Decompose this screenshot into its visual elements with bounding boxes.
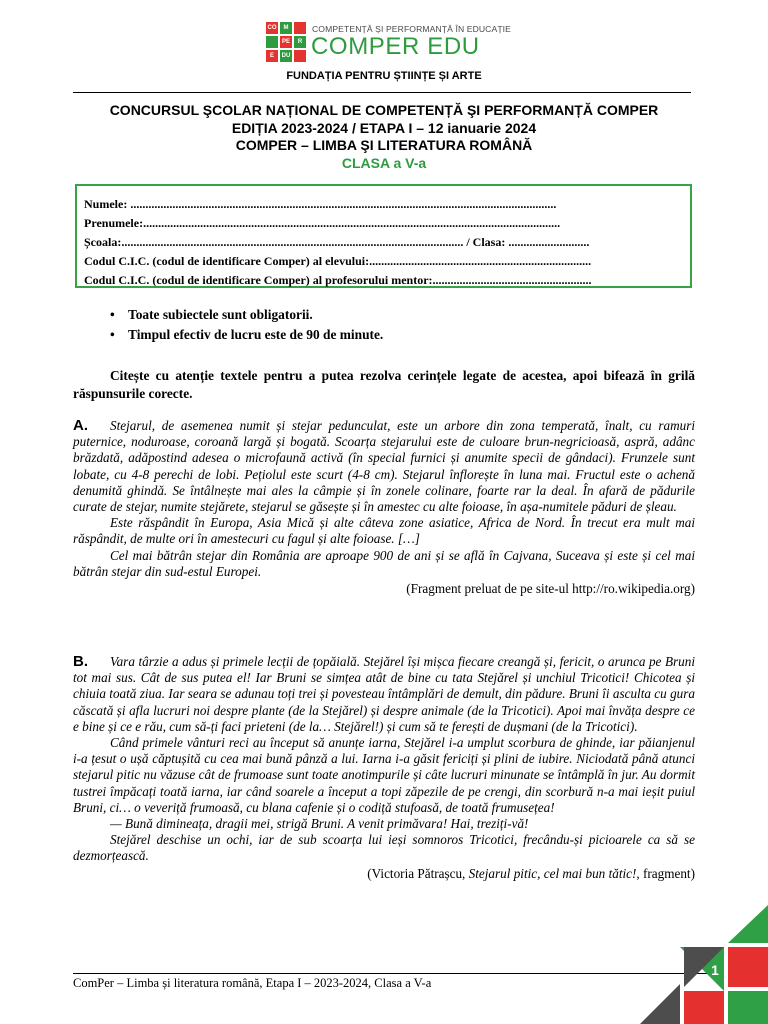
logo-tile [294,22,306,34]
logo-tile: CO [266,22,278,34]
logo-tile: E [266,50,278,62]
exam-title-block [0,102,768,172]
exam-rules-list [110,305,383,345]
text-a-paragraph [73,418,695,515]
text-b-paragraph: Stejărel deschise un ochi, iar de sub scoarța lui ieși somnoros Tricotici, frecându-și picioarele ca să se dezmorțească. [73,832,695,864]
logo-tile: PE [280,36,292,48]
deco-gray-triangle [640,984,680,1024]
text-b-paragraph-body: Vara târzie a adus și primele lecții de țopăială. Stejărel își mișca fiecare creangă și, fericit, o arunca pe Bruni tot mai sus. Cât de sus putea el! Iar Bruni se simțea atât de bine cu tata Stejărel și unchiul Tricotici! Chicotea și chiuia toată ziua. Iar seara se adunau toți trei și povesteau întâmplări de demult, din pădure. Bruni îi asculta cu gura căscată și afla lucruri noi despre plante (de la Stejărel) și despre animale (de la Tricotici). Apoi mai învăța despre ce e bine și ce e rău, cum să-ți faci prieteni (de la… Stejărel!) și cum să te ferești de dușmani (de la Tricotici). [73,654,695,734]
header-divider [73,92,691,93]
footer-text: ComPer – Limba și literatura română, Etapa I – 2023-2024, Clasa a V-a [73,976,432,990]
text-b-paragraph: — Bună dimineața, dragii mei, strigă Bruni. A venit primăvara! Hai, treziți-vă! [110,816,529,832]
source-author: (Victoria Pătrașcu, [367,865,469,881]
logo-tile: DU [280,50,292,62]
logo-tile-grid [266,22,306,62]
corner-decoration [640,905,768,1024]
instructions: Citește cu atenție textele pentru a putea rezolva cerințele legate de acestea, apoi bifează în grilă răspunsurile corecte. [73,368,695,401]
class-line: CLASA a V-a [341,154,427,171]
edition-line: EDIȚIA 2023-2024 / ETAPA I – 12 ianuarie 2024 [231,119,537,136]
source-tail: , fragment) [636,865,695,881]
comper-logo [266,22,516,62]
text-a-paragraph-body: Stejarul, de asemenea numit și stejar pedunculat, este un arbore din zona temperată, înalt, cu ramuri puternice, noduroase, coroană largă și bogată. Scoarța stejarului este de culoare brun-negricioasă, aspră, adânc brăzdată, adăpostind adesea o microfaună activă (în special furnici și anumite specii de gândaci). Frunzele sunt lobate, cu 4-8 perechi de lobi. Pețiolul este scurt (4-8 cm). Stejarul înflorește în luna mai. Fructul este o achenă denumită ghindă. Se întâlnește mai ales la câmpie și în zonele colinare, foarte rar la deal. În afară de pădurile curate de stejar, numite stejărete, stejarul se găsește și în amestec cu alte foioase, în așa-numitele păduri de șleau. [73,418,695,515]
text-b [73,654,695,882]
deco-green-triangle [728,905,768,943]
school-class-field[interactable]: Școala:.................................................................................................................. / Clasa: ........................... [84,235,590,249]
foundation-name: FUNDAȚIA PENTRU ȘTIINȚE ȘI ARTE [286,70,482,82]
subject-line: COMPER – LIMBA ŞI LITERATURA ROMÂNĂ [235,137,533,153]
page-number: 1 [711,962,719,978]
logo-tagline: COMPETENȚĂ ȘI PERFORMANȚĂ ÎN EDUCAȚIE [312,24,511,34]
text-a-label: A. [73,417,88,434]
text-b-paragraph: Când primele vânturi reci au început să anunțe iarna, Stejărel i-a umplut scorbura de ghinde, iar păianjenul i-a țesut o ușă căptușită cu cea mai bună pânză a lui. Iarna i-a găsit fericiți și plini de iubire. Niciodată până atunci stejarul pitic nu văzuse cât de frumoase sunt toate anotimpurile și câte lucruri minunate se întâmplă în jur. Au dormit tustrei împăcați toată iarna, iar când soarele a început a topi zăpezile de pe crengi, din scorbură n-a mai ieșit puiul Bruni, ci… o veveriță frumoasă, cu blana cafenie și o codiță stufoasă, de toată frumusețea! [73,735,695,815]
text-b-paragraph [73,654,695,735]
name-field[interactable]: Numele: .............................................................................................................................................. [84,197,557,211]
text-a-paragraph: Cel mai bătrân stejar din România are aproape 900 de ani și se află în Cajvana, Suceava și este și cel mai bătrân stejar din sud-estul Europei. [73,547,695,579]
deco-red-square [728,947,768,987]
teacher-code-field[interactable]: Codul C.I.C. (codul de identificare Comper) al profesorului mentor:..................................................... [84,273,592,287]
deco-red-square [684,991,724,1024]
logo-tile [294,50,306,62]
rule-text: Toate subiectele sunt obligatorii. [128,307,313,322]
rule-text: Timpul efectiv de lucru este de 90 de minute. [128,327,384,342]
bullet-icon: • [110,327,115,342]
text-b-source [73,866,695,882]
deco-green-square [728,991,768,1024]
text-a-paragraph: Este răspândit în Europa, Asia Mică și alte câteva zone asiatice, Africa de Nord. În trecut era mult mai răspândit, de multe ori în amestecuri cu fagul și alte foioase. […] [73,515,695,547]
logo-tile: M [280,22,292,34]
source-work-title: Stejarul pitic, cel mai bun tătic! [468,865,637,881]
logo-name: COMPER EDU [311,33,480,60]
logo-tile: R [294,36,306,48]
rule-item [110,305,383,325]
text-a-source: (Fragment preluat de pe site-ul http://ro.wikipedia.org) [406,581,695,597]
text-a [73,418,695,597]
footer-divider [73,973,721,974]
text-b-label: B. [73,653,88,670]
first-name-field[interactable]: Prenumele:........................................................................................................................................... [84,216,561,230]
bullet-icon: • [110,307,115,322]
rule-item [110,325,383,345]
contest-title: CONCURSUL ŞCOLAR NAȚIONAL DE COMPETENȚĂ ŞI PERFORMANȚĂ COMPER [109,102,659,118]
student-code-field[interactable]: Codul C.I.C. (codul de identificare Comper) al elevului:.......................................................................... [84,254,592,268]
student-info-form [75,184,692,288]
logo-tile [266,36,278,48]
